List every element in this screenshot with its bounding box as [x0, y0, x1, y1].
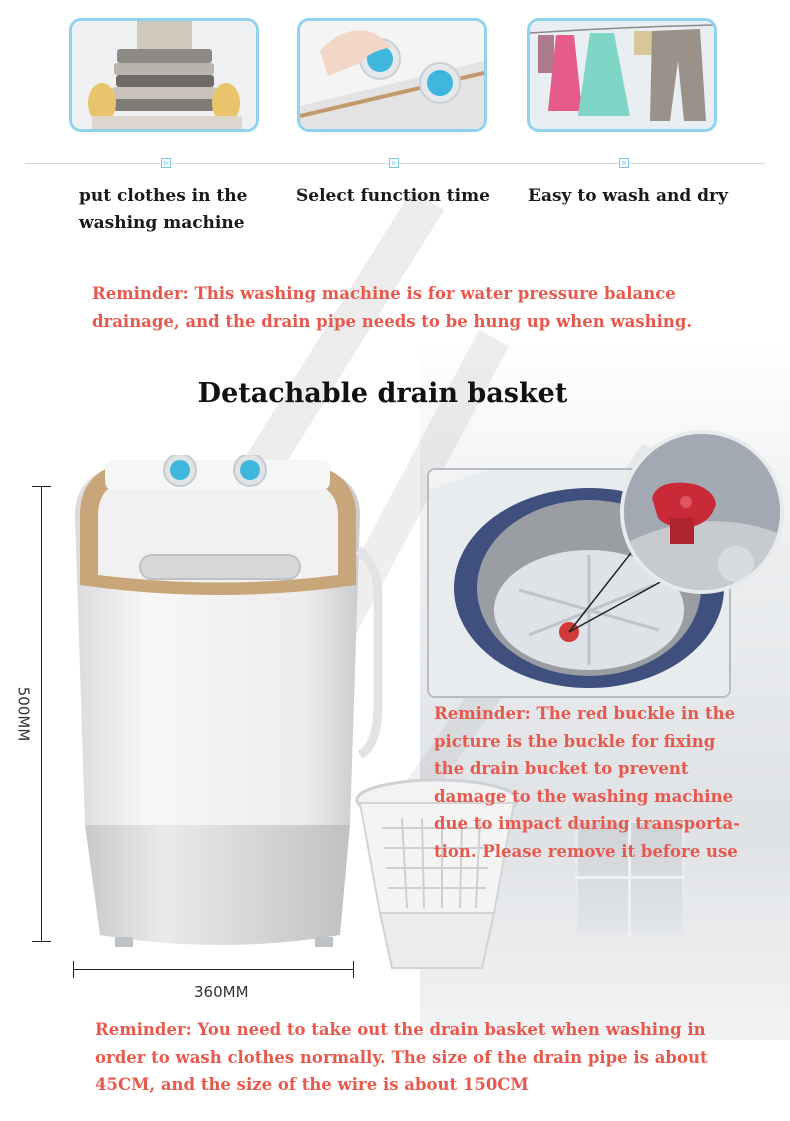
step-label-line: Select function time	[296, 186, 490, 206]
control-knob-photo-icon	[300, 21, 484, 129]
step-card-knob	[297, 18, 487, 132]
step-label-select-time	[296, 183, 490, 210]
background-window-frame-h	[575, 876, 685, 879]
reminder-line: Reminder: The red buckle in the	[434, 704, 736, 723]
height-dimension-cap-top	[32, 486, 51, 487]
reminder-line: damage to the washing machine	[434, 786, 734, 806]
reminder-line: order to wash clothes normally. The size of the drain pipe is about	[95, 1047, 708, 1067]
step-card-clothesline	[527, 18, 717, 132]
reminder-line: due to impact during transporta-	[434, 814, 740, 833]
width-dimension-cap-left	[73, 961, 74, 978]
washing-machine-image	[60, 455, 390, 975]
height-dimension-line	[41, 486, 42, 942]
step-label-line: washing machine	[79, 213, 245, 233]
step-label-line: Easy to wash and dry	[528, 186, 728, 206]
reminder-red-buckle	[434, 700, 740, 865]
step-label-put-clothes	[79, 183, 247, 237]
reminder-line: the drain bucket to prevent	[434, 759, 689, 778]
clothes-stack-photo-icon	[72, 21, 256, 129]
reminder-line: drainage, and the drain pipe needs to be hung up when washing.	[92, 311, 693, 331]
section-title: Detachable drain basket	[197, 378, 568, 409]
reminder-drain-basket	[95, 1016, 708, 1099]
reminder-line: 45CM, and the size of the wire is about 150CM	[95, 1075, 529, 1094]
red-buckle-zoom	[620, 430, 784, 594]
reminder-line: tion. Please remove it before use	[434, 841, 738, 861]
reminder-drainage	[92, 280, 692, 335]
step-marker-icon: ⊳	[161, 158, 171, 168]
red-buckle-icon	[624, 434, 780, 590]
clothesline-photo-icon	[530, 21, 714, 129]
width-dimension-label: 360MM	[194, 983, 249, 1001]
step-label-line: put clothes in the	[79, 186, 248, 206]
height-dimension-cap-bottom	[32, 941, 51, 942]
step-card-clothes	[69, 18, 259, 132]
reminder-line: Reminder: This washing machine is for water pressure balance	[92, 284, 676, 303]
step-marker-icon: ⊳	[619, 158, 629, 168]
reminder-line: Reminder: You need to take out the drain basket when washing in	[95, 1020, 706, 1039]
height-dimension-label: 500MM	[14, 686, 33, 742]
width-dimension-line	[73, 969, 354, 970]
step-label-wash-dry	[528, 183, 728, 210]
step-marker-icon: ⊳	[389, 158, 399, 168]
width-dimension-cap-right	[353, 961, 354, 978]
reminder-line: picture is the buckle for fixing	[434, 731, 716, 751]
